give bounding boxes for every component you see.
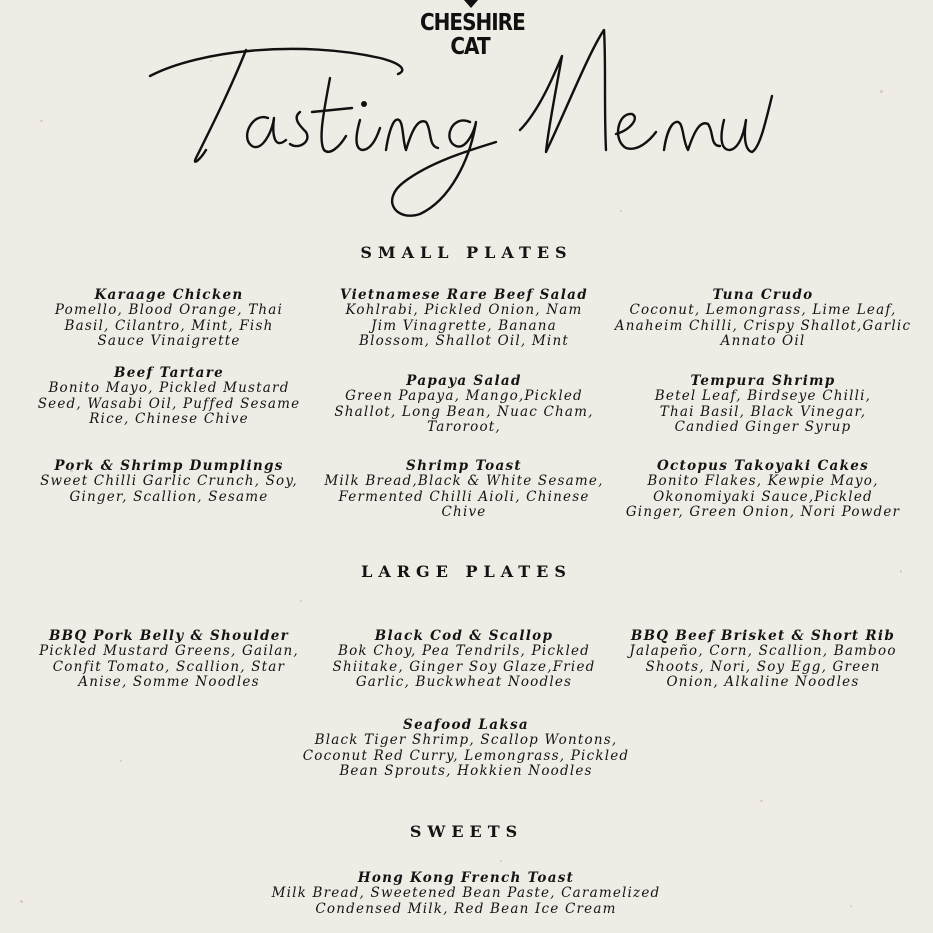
dish-name: Octopus Takoyaki Cakes	[656, 458, 870, 474]
logo-line-1: CHESHIRE	[420, 8, 525, 36]
dish-description: Betel Leaf, Birdseye Chilli,	[654, 388, 872, 404]
dish-description: Thai Basil, Black Vinegar,	[659, 403, 867, 420]
menu-item	[608, 287, 918, 350]
section-heading-large-plates: LARGE PLATES	[361, 562, 572, 581]
dish-description: Bonito Flakes, Kewpie Mayo,	[647, 473, 879, 489]
menu-item	[309, 373, 619, 436]
dish-description: Milk Bread,Black & White Sesame,	[324, 473, 604, 489]
dish-description: Sweet Chilli Garlic Crunch, Soy,	[40, 473, 298, 489]
dish-description: Anaheim Chilli, Crispy Shallot,Garlic	[614, 317, 912, 334]
menu-item	[14, 287, 324, 350]
menu-item	[14, 628, 324, 691]
dish-description: Onion, Alkaline Noodles	[666, 674, 860, 691]
dish-name: BBQ Beef Brisket & Short Rib	[630, 628, 896, 644]
dish-name: BBQ Pork Belly & Shoulder	[48, 628, 290, 644]
dish-name: Tuna Crudo	[712, 287, 814, 303]
dish-name: Hong Kong French Toast	[357, 870, 575, 886]
dish-name: Vietnamese Rare Beef Salad	[340, 287, 588, 303]
menu-item	[309, 628, 619, 691]
dish-description: Okonomiyaki Sauce,Pickled	[653, 488, 873, 505]
menu-item	[266, 717, 666, 780]
dish-description: Shoots, Nori, Soy Egg, Green	[645, 658, 881, 675]
dish-description: Annato Oil	[720, 333, 806, 350]
dish-name: Papaya Salad	[406, 373, 522, 389]
dish-description: Shiitake, Ginger Soy Glaze,Fried	[332, 658, 596, 675]
dish-description: Garlic, Buckwheat Noodles	[355, 674, 573, 691]
dish-description: Bonito Mayo, Pickled Mustard	[48, 380, 290, 396]
dish-description: Kohlrabi, Pickled Onion, Nam	[345, 302, 583, 318]
dish-description: Chive	[441, 504, 487, 521]
dish-name: Seafood Laksa	[403, 717, 529, 733]
section-heading-sweets: SWEETS	[409, 822, 524, 841]
dish-description: Condensed Milk, Red Bean Ice Cream	[315, 900, 617, 917]
dish-name: Tempura Shrimp	[690, 373, 836, 389]
dish-description: Coconut Red Curry, Lemongrass, Pickled	[302, 747, 630, 764]
dish-description: Coconut, Lemongrass, Lime Leaf,	[629, 302, 897, 318]
dish-name: Beef Tartare	[114, 365, 224, 381]
dish-description: Basil, Cilantro, Mint, Fish	[64, 317, 274, 334]
dish-description: Shallot, Long Bean, Nuac Cham,	[334, 403, 594, 420]
dish-description: Fermented Chilli Aioli, Chinese	[338, 488, 590, 505]
dish-description: Confit Tomato, Scallion, Star	[52, 658, 286, 675]
dish-description: Black Tiger Shrimp, Scallop Wontons,	[314, 732, 618, 748]
menu-item	[14, 458, 324, 505]
menu-item	[608, 373, 918, 436]
dish-name: Black Cod & Scallop	[374, 628, 554, 644]
dish-description: Seed, Wasabi Oil, Puffed Sesame	[37, 395, 301, 412]
logo-line-2: CAT	[450, 32, 490, 60]
menu-item	[309, 458, 619, 521]
dish-description: Rice, Chinese Chive	[89, 411, 249, 428]
dish-name: Shrimp Toast	[406, 458, 522, 474]
dish-description: Ginger, Green Onion, Nori Powder	[625, 504, 901, 521]
dish-description: Jalapeño, Corn, Scallion, Bamboo	[629, 643, 897, 659]
menu-item	[216, 870, 716, 917]
title-script-lettering	[0, 0, 933, 240]
dish-description: Bean Sprouts, Hokkien Noodles	[339, 763, 593, 780]
dish-name: Pork & Shrimp Dumplings	[54, 458, 284, 474]
dish-description: Ginger, Scallion, Sesame	[69, 488, 269, 505]
menu-item	[608, 458, 918, 521]
dish-description: Jim Vinagrette, Banana	[371, 317, 557, 334]
dish-description: Sauce Vinaigrette	[97, 333, 241, 350]
menu-item	[608, 628, 918, 691]
dish-description: Anise, Somme Noodles	[78, 674, 260, 691]
dish-description: Pickled Mustard Greens, Gailan,	[39, 643, 299, 659]
dish-description: Milk Bread, Sweetened Bean Paste, Caramelized	[271, 885, 661, 901]
section-heading-small-plates: SMALL PLATES	[360, 243, 573, 262]
dish-description: Candied Ginger Syrup	[674, 419, 852, 436]
dish-description: Pomello, Blood Orange, Thai	[54, 302, 284, 318]
menu-item	[309, 287, 619, 350]
dish-description: Taroroot,	[427, 419, 501, 436]
dish-description: Bok Choy, Pea Tendrils, Pickled	[337, 643, 591, 659]
dish-description: Blossom, Shallot Oil, Mint	[359, 333, 569, 350]
menu-item	[14, 365, 324, 428]
dish-name: Karaage Chicken	[94, 287, 244, 303]
dish-description: Green Papaya, Mango,Pickled	[345, 388, 583, 404]
